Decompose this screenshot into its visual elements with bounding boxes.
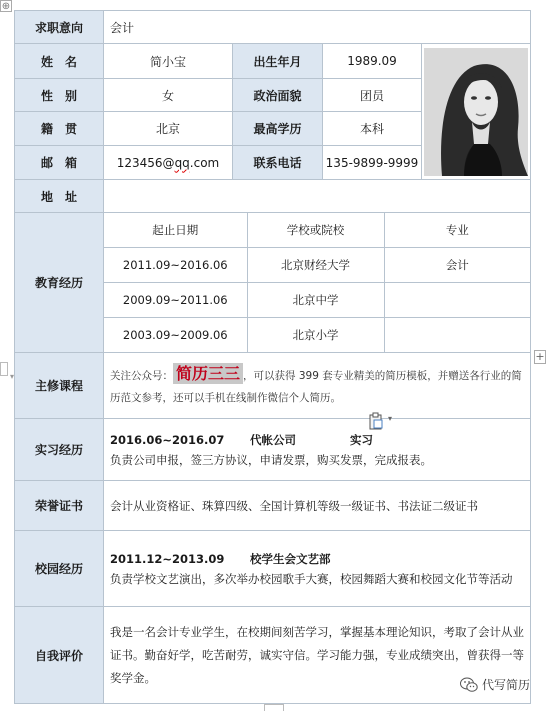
name-value: 简小宝 bbox=[104, 44, 233, 79]
education-major bbox=[384, 318, 530, 353]
origin-value: 北京 bbox=[104, 112, 233, 146]
campus-cell bbox=[104, 531, 531, 607]
resume-table bbox=[14, 10, 531, 704]
politics-value: 团员 bbox=[323, 79, 422, 112]
campus-title-line bbox=[110, 549, 524, 569]
email-suffix: .com bbox=[189, 155, 220, 170]
degree-value: 本科 bbox=[323, 112, 422, 146]
internship-title-line bbox=[110, 430, 524, 450]
education-school: 北京财经大学 bbox=[247, 248, 384, 283]
education-header: 专业 bbox=[384, 213, 530, 248]
courses-label: 主修课程 bbox=[15, 353, 104, 419]
honors-cell bbox=[104, 481, 531, 531]
email-value bbox=[104, 146, 233, 180]
education-cell bbox=[104, 213, 531, 353]
courses-suffix: ，可以获得 399 套专业精美的简历模板，并赠送各行业的简历范文参考，还可以手机在线制作微信个人简历。 bbox=[110, 369, 522, 404]
page-resize-handle[interactable] bbox=[264, 704, 284, 711]
education-header-row bbox=[104, 213, 530, 248]
campus-block bbox=[104, 549, 530, 589]
internship-block bbox=[104, 430, 530, 470]
address-label: 地 址 bbox=[15, 180, 104, 213]
address-value bbox=[104, 180, 531, 213]
courses-text bbox=[104, 363, 530, 409]
wechat-watermark bbox=[460, 676, 530, 693]
phone-label: 联系电话 bbox=[233, 146, 323, 180]
watermark-text: 代写简历 bbox=[482, 678, 531, 692]
self-eval-text: 我是一名会计专业学生，在校期间刻苦学习，掌握基本理论知识，考取了会计从业证书。勤奋好学，吃苦耐劳，诚实守信。学习能力强，专业成绩突出，曾获得一等奖学金。 bbox=[110, 624, 524, 685]
profile-photo bbox=[424, 48, 528, 176]
campus-label: 校园经历 bbox=[15, 531, 104, 607]
phone-value: 135-9899-9999 bbox=[323, 146, 422, 180]
gender-value: 女 bbox=[104, 79, 233, 112]
politics-label: 政治面貌 bbox=[233, 79, 323, 112]
education-label: 教育经历 bbox=[15, 213, 104, 353]
education-major: 会计 bbox=[384, 248, 530, 283]
email-label: 邮 箱 bbox=[15, 146, 104, 180]
education-row bbox=[104, 248, 530, 283]
education-header: 起止日期 bbox=[104, 213, 247, 248]
campus-org: 校学生会文艺部 bbox=[250, 551, 331, 566]
collapse-arrow-icon[interactable]: ▾ bbox=[10, 372, 15, 381]
table-move-handle[interactable]: ⊕ bbox=[1, 1, 11, 12]
self-eval-label: 自我评价 bbox=[15, 607, 104, 704]
birth-value: 1989.09 bbox=[323, 44, 422, 79]
gender-label: 性 别 bbox=[15, 79, 104, 112]
wechat-icon bbox=[460, 677, 478, 693]
education-major bbox=[384, 283, 530, 318]
email-domain: qq bbox=[174, 155, 190, 170]
education-period: 2011.09~2016.06 bbox=[104, 248, 247, 283]
education-period: 2003.09~2009.06 bbox=[104, 318, 247, 353]
paste-options-icon[interactable] bbox=[368, 412, 384, 430]
courses-cell bbox=[104, 353, 531, 419]
internship-role: 实习 bbox=[350, 432, 373, 447]
education-row bbox=[104, 318, 530, 353]
internship-cell bbox=[104, 419, 531, 481]
paragraph-marker[interactable] bbox=[0, 362, 8, 376]
internship-label: 实习经历 bbox=[15, 419, 104, 481]
degree-label: 最高学历 bbox=[233, 112, 323, 146]
objective-label: 求职意向 bbox=[15, 11, 104, 44]
education-table bbox=[104, 213, 530, 352]
internship-period: 2016.06~2016.07 bbox=[110, 432, 225, 447]
education-header: 学校或院校 bbox=[247, 213, 384, 248]
education-period: 2009.09~2011.06 bbox=[104, 283, 247, 318]
birth-label: 出生年月 bbox=[233, 44, 323, 79]
internship-desc: 负责公司申报，签三方协议，申请发票，购买发票，完成报表。 bbox=[110, 452, 432, 467]
education-row bbox=[104, 283, 530, 318]
objective-value: 会计 bbox=[104, 11, 531, 44]
origin-label: 籍 贯 bbox=[15, 112, 104, 146]
courses-highlight: 简历三三 bbox=[173, 363, 243, 384]
photo-cell bbox=[422, 44, 531, 180]
add-row-button[interactable]: + bbox=[535, 350, 545, 363]
paste-options-arrow-icon[interactable]: ▾ bbox=[388, 414, 393, 423]
campus-period: 2011.12~2013.09 bbox=[110, 551, 225, 566]
internship-company: 代帐公司 bbox=[250, 432, 296, 447]
courses-prefix: 关注公众号： bbox=[110, 369, 173, 382]
email-prefix: 123456@ bbox=[116, 155, 175, 170]
education-school: 北京小学 bbox=[247, 318, 384, 353]
campus-desc: 负责学校文艺演出，多次举办校园歌手大赛，校园舞蹈大赛和校园文化节等活动 bbox=[110, 571, 513, 586]
honors-text: 会计从业资格证、珠算四级、全国计算机等级一级证书、书法证二级证书 bbox=[110, 498, 478, 513]
honors-label: 荣誉证书 bbox=[15, 481, 104, 531]
education-school: 北京中学 bbox=[247, 283, 384, 318]
name-label: 姓 名 bbox=[15, 44, 104, 79]
